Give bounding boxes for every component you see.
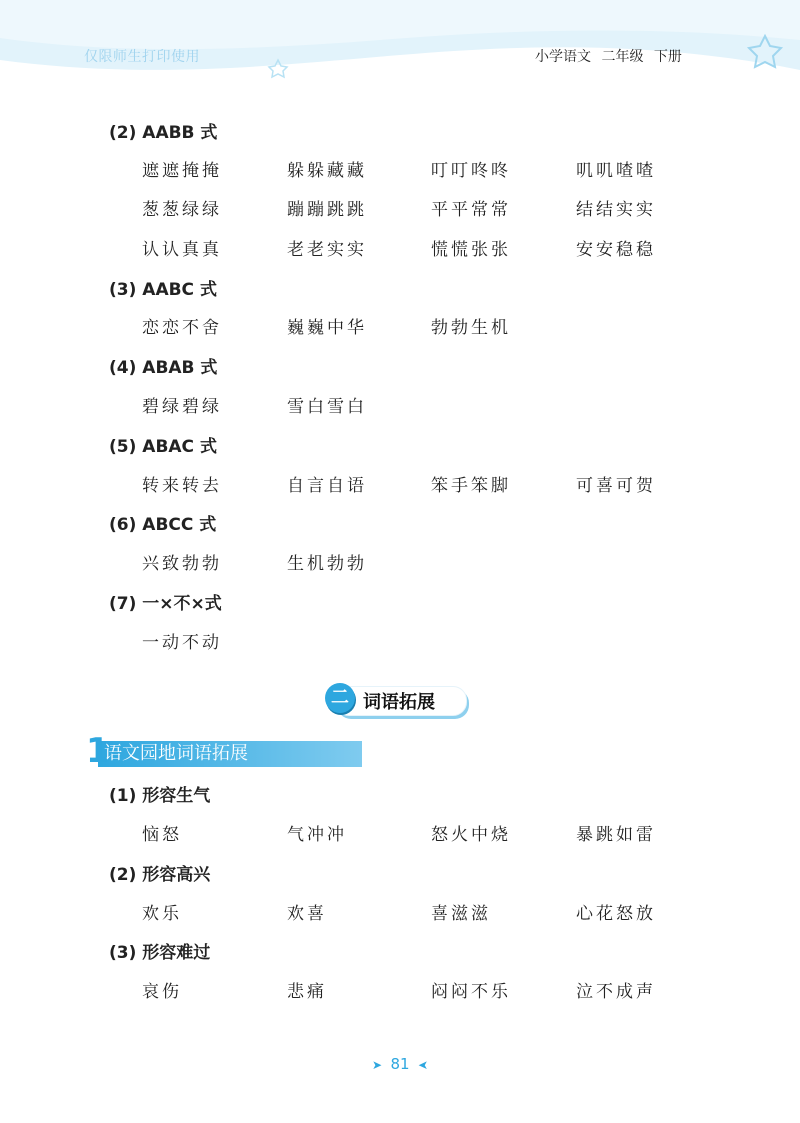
word: 兴致勃勃 [142, 554, 222, 574]
print-notice: 仅限师生打印使用 [84, 49, 200, 65]
subsection-number: 1 [86, 731, 110, 771]
word: 葱葱绿绿 [142, 200, 222, 220]
word: 悲痛 [287, 982, 327, 1002]
word: 慌慌张张 [431, 240, 511, 260]
word: 心花怒放 [576, 904, 656, 924]
word: 欢乐 [142, 904, 182, 924]
word: 雪白雪白 [287, 397, 367, 417]
word: 老老实实 [287, 240, 367, 260]
word: 遮遮掩掩 [142, 161, 222, 181]
word: 躲躲藏藏 [287, 161, 367, 181]
word: 哀伤 [142, 982, 182, 1002]
word: 暴跳如雷 [576, 825, 656, 845]
word: 恋恋不舍 [142, 318, 222, 338]
word: 一动不动 [142, 633, 222, 653]
group-label: (4) ABAB 式 [109, 358, 218, 378]
word: 自言自语 [287, 476, 367, 496]
word: 蹦蹦跳跳 [287, 200, 367, 220]
group-label: (1) 形容生气 [109, 786, 211, 806]
book-info: 小学语文 二年级 下册 [535, 49, 682, 65]
group-label: (3) 形容难过 [109, 943, 211, 963]
word: 碧绿碧绿 [142, 397, 222, 417]
word: 欢喜 [287, 904, 327, 924]
section-title: 词语拓展 [363, 692, 435, 713]
word: 气冲冲 [287, 825, 347, 845]
section-heading [325, 682, 475, 718]
word: 可喜可贺 [576, 476, 656, 496]
word: 怒火中烧 [431, 825, 511, 845]
subsection-title: 语文园地词语拓展 [104, 743, 248, 764]
word: 认认真真 [142, 240, 222, 260]
word: 安安稳稳 [576, 240, 656, 260]
group-label: (2) AABB 式 [109, 123, 218, 143]
page-number: 81 [390, 1055, 410, 1073]
group-label: (5) ABAC 式 [109, 437, 217, 457]
page-footer [372, 1054, 428, 1076]
word: 喜滋滋 [431, 904, 491, 924]
word: 转来转去 [142, 476, 222, 496]
word: 笨手笨脚 [431, 476, 511, 496]
right-arrow-icon: ➤ [417, 1058, 428, 1072]
left-arrow-icon: ➤ [372, 1058, 383, 1072]
word: 泣不成声 [576, 982, 656, 1002]
group-label: (3) AABC 式 [109, 280, 217, 300]
section-number: 二 [325, 683, 355, 713]
word: 平平常常 [431, 200, 511, 220]
word: 结结实实 [576, 200, 656, 220]
word: 勃勃生机 [431, 318, 511, 338]
word: 恼怒 [142, 825, 182, 845]
group-label: (7) 一×不×式 [109, 594, 222, 614]
group-label: (2) 形容高兴 [109, 865, 211, 885]
word: 闷闷不乐 [431, 982, 511, 1002]
group-label: (6) ABCC 式 [109, 515, 217, 535]
word: 生机勃勃 [287, 554, 367, 574]
word: 巍巍中华 [287, 318, 367, 338]
word: 叮叮咚咚 [431, 161, 511, 181]
word: 叽叽喳喳 [576, 161, 656, 181]
